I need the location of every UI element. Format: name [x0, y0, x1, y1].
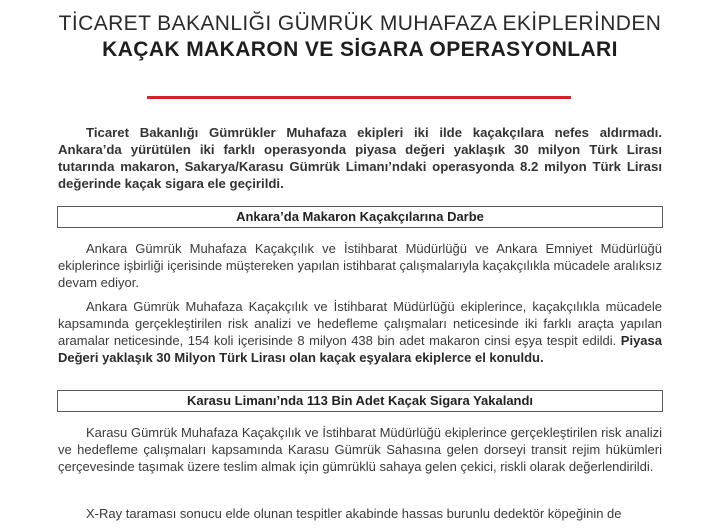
section-heading-ankara: Ankara’da Makaron Kaçakçılarına Darbe — [57, 206, 663, 228]
section1-paragraph-2-text: Ankara Gümrük Muhafaza Kaçakçılık ve İstihbarat Müdürlüğü ekiplerince, kaçakçılıkla mücadele kapsamında gerçekleştirilen risk analizi ve hedefleme çalışmaları neticesinde iki farklı araçta yapılan aramalar neticesinde, 154 koli içerisinde 8 milyon 438 bin adet makaron cinsi eşya tespit edildi. — [58, 299, 662, 348]
red-divider — [147, 96, 571, 99]
section2-paragraph-1: Karasu Gümrük Muhafaza Kaçakçılık ve İstihbarat Müdürlüğü ekiplerince gerçekleştirilen risk analizi ve hedefleme çalışmaları kapsamında Karasu Gümrük Sahasına gelen dorseyi transit rejim hükümleri çerçevesinde taşımak üzere teslim almak için gümrüklü sahaya gelen çekici, riskli olarak değerlendirildi. — [58, 425, 662, 474]
section1-paragraph-2-bold: Piyasa Değeri yaklaşık 30 Milyon Türk Lirası olan kaçak eşyalara ekiplerce el konuldu. — [58, 333, 662, 365]
section-heading-karasu: Karasu Limanı’nda 113 Bin Adet Kaçak Sigara Yakalandı — [57, 390, 663, 412]
title-line-2: KAÇAK MAKARON VE SİGARA OPERASYONLARI — [102, 38, 618, 61]
title-line-1: TİCARET BAKANLIĞI GÜMRÜK MUHAFAZA EKİPLERİNDEN — [58, 12, 662, 35]
section2-paragraph-2: X-Ray taraması sonucu elde olunan tespitler akabinde hassas burunlu dedektör köpeğinin de — [86, 506, 622, 521]
section1-paragraph-1: Ankara Gümrük Muhafaza Kaçakçılık ve İstihbarat Müdürlüğü ve Ankara Emniyet Müdürlüğü ekiplerince işbirliği içerisinde müştereken yapılan istihbarat çalışmalarıyla kaçakçılıkla mücadele aralıksız devam ediyor. — [58, 241, 662, 290]
intro-paragraph: Ticaret Bakanlığı Gümrükler Muhafaza ekipleri iki ilde kaçakçılara nefes aldırmadı. Ankara’da yürütülen iki farklı operasyonda piyasa değeri yaklaşık 30 milyon Türk Lirası tutarında makaron, Sakarya/Karasu Gümrük Limanı’ndaki operasyonda 8.2 milyon Türk Lirası değerinde kaçak sigara ele geçirildi. — [58, 125, 662, 191]
section1-paragraph-2 — [58, 298, 662, 366]
